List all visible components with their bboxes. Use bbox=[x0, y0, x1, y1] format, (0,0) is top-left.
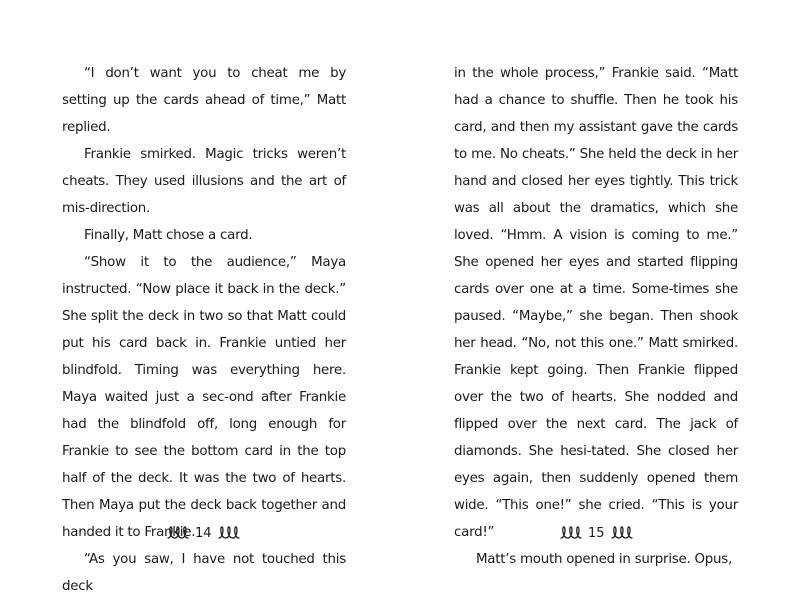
paragraph: Frankie smirked. Magic tricks weren’t cheats. They used illusions and the art of mis-direction. bbox=[62, 147, 346, 216]
paragraph: Finally, Matt chose a card. bbox=[84, 228, 253, 243]
loop-ornament-icon bbox=[167, 524, 189, 542]
paragraph: “Show it to the audience,” Maya instructed. “Now place it back in the deck.” She split the deck in two so that Matt could put his card back in. Frankie untied her blindfold. Timing was everything here. Maya waited just a sec-ond after Frankie had the blindfold off, long enough for Frankie to see the bottom card in the top half of the deck. It was the two of hearts. Then Maya put the deck back together and handed it to Frankie. bbox=[62, 255, 346, 540]
paragraph: in the whole process,” Frankie said. “Matt had a chance to shuffle. Then he took his card, and then my assistant gave the cards to me. No cheats.” She held the deck in her hand and closed her eyes tightly. This trick was all about the dramatics, which she loved. “Hmm. A vision is coming to me.” She opened her eyes and started flipping cards over one at a time. Some-times she paused. “Maybe,” she began. Then shook her head. “No, not this one.” Matt smirked. Frankie kept going. Then Frankie flipped over the two of hearts. She nodded and flipped over the next card. The jack of diamonds. She hesi-tated. She closed her eyes again, then suddenly opened them wide. “This one!” she cried. “This is your card!” bbox=[454, 66, 738, 540]
right-page bbox=[400, 0, 800, 595]
left-page bbox=[0, 0, 400, 595]
page-footer bbox=[560, 520, 633, 546]
paragraph: “As you saw, I have not touched this deck bbox=[62, 552, 346, 594]
paragraph: “I don’t want you to cheat me by setting up the cards ahead of time,” Matt replied. bbox=[62, 66, 346, 135]
page-number: 15 bbox=[588, 525, 605, 541]
loop-ornament-icon bbox=[611, 524, 633, 542]
page-footer bbox=[167, 520, 240, 546]
paragraph: Matt’s mouth opened in surprise. Opus, bbox=[476, 552, 733, 567]
right-page-text bbox=[454, 60, 738, 573]
loop-ornament-icon bbox=[218, 524, 240, 542]
page-number: 14 bbox=[195, 525, 212, 541]
left-page-text bbox=[62, 60, 346, 600]
loop-ornament-icon bbox=[560, 524, 582, 542]
